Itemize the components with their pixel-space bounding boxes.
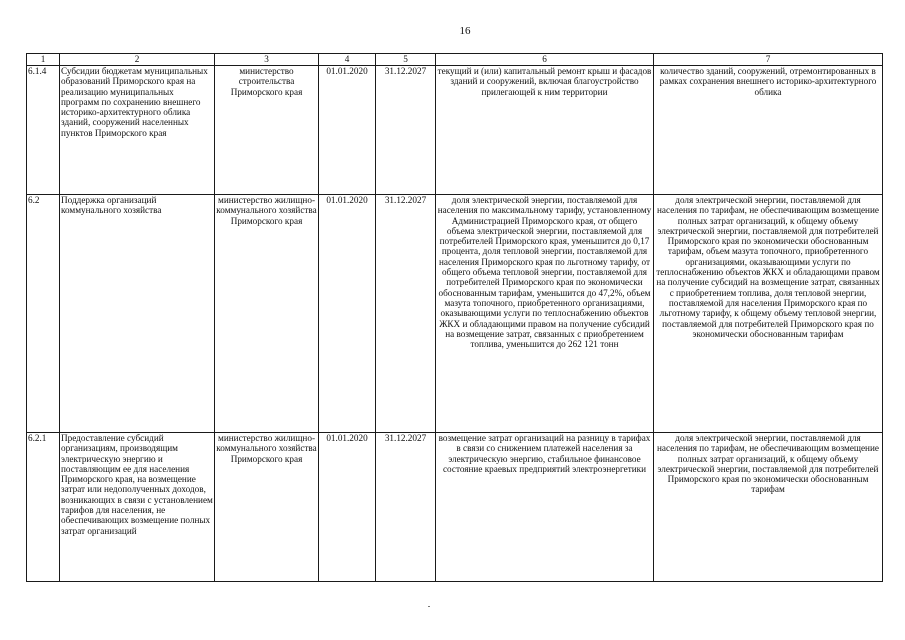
item-end-date: 31.12.2027 bbox=[376, 66, 436, 195]
item-end-date: 31.12.2027 bbox=[376, 433, 436, 582]
item-end-date: 31.12.2027 bbox=[376, 195, 436, 433]
item-number: 6.2 bbox=[27, 195, 60, 433]
item-indicator: доля электрической энергии, поставляемой для населения по тарифам, не обеспечивающим возмещение полных затрат организаций, к общему объему электрической энергии, поставляемой для потребителей Приморского края по экономически обоснованным тарифам, объем мазута топочного, приобретенного организациями, оказывающими услуги по теплоснабжению объектов ЖКХ и обладающими правом на получение субсидий на возмещение затрат, связанных с приобретением топлива, доля тепловой энергии, поставляемой для населения Приморского края по льготному тарифу, к общему объему тепловой энергии, поставляемой для потребителей Приморского края по экономически обоснованным тарифам bbox=[654, 195, 883, 433]
column-number: 4 bbox=[319, 54, 376, 66]
item-start-date: 01.01.2020 bbox=[319, 195, 376, 433]
item-executor: министерство жилищно-коммунального хозяйства Приморского края bbox=[215, 195, 319, 433]
item-expected-result: текущий и (или) капитальный ремонт крыш и фасадов зданий и сооружений, включая благоустройство прилегающей к ним территории bbox=[436, 66, 654, 195]
item-executor: министерство жилищно-коммунального хозяйства Приморского края bbox=[215, 433, 319, 582]
item-number: 6.2.1 bbox=[27, 433, 60, 582]
item-name: Субсидии бюджетам муниципальных образований Приморского края на реализацию муниципальных программ по сохранению внешнего историко-архитектурного облика зданий, сооружений населенных пунктов Приморского края bbox=[60, 66, 215, 195]
column-number: 3 bbox=[215, 54, 319, 66]
page-number: 16 bbox=[459, 25, 471, 37]
column-number: 5 bbox=[376, 54, 436, 66]
item-name: Предоставление субсидий организациям, производящим электрическую энергию и поставляющим ее для населения Приморского края, на возмещение затрат или недополученных доходов, возникающих в связи с установлением тарифов для населения, не обеспечивающих возмещение полных затрат организаций bbox=[60, 433, 215, 582]
item-indicator: доля электрической энергии, поставляемой для населения по тарифам, не обеспечивающим возмещение полных затрат организаций, к общему объему электрической энергии, поставляемой для потребителей Приморского края по экономически обоснованным тарифам bbox=[654, 433, 883, 582]
item-indicator: количество зданий, сооружений, отремонтированных в рамках сохранения внешнего историко-архитектурного облика bbox=[654, 66, 883, 195]
scan-speck bbox=[428, 606, 430, 607]
column-number: 7 bbox=[654, 54, 883, 66]
column-number: 2 bbox=[60, 54, 215, 66]
table-row bbox=[27, 66, 883, 195]
item-expected-result: доля электрической энергии, поставляемой для населения по максимальному тарифу, установленному Администрацией Приморского края, от общего объема электрической энергии, поставляемой для потребителей Приморского края, уменьшится до 0,17 процента, доля тепловой энергии, поставляемой для населения Приморского края по льготному тарифу, от общего объема тепловой энергии, поставляемой для потребителей Приморского края по экономически обоснованным тарифам, уменьшится до 47,2%, объем мазута топочного, приобретенного организациями, оказывающими услуги по теплоснабжению объектов ЖКХ и обладающими правом на получение субсидий на возмещение затрат, связанных с приобретением топлива, уменьшится до 262 121 тонн bbox=[436, 195, 654, 433]
item-name: Поддержка организаций коммунального хозяйства bbox=[60, 195, 215, 433]
column-number: 6 bbox=[436, 54, 654, 66]
column-number: 1 bbox=[27, 54, 60, 66]
item-executor: министерство строительства Приморского края bbox=[215, 66, 319, 195]
item-number: 6.1.4 bbox=[27, 66, 60, 195]
program-measures-table bbox=[26, 53, 883, 582]
item-expected-result: возмещение затрат организаций на разницу в тарифах в связи со снижением платежей населения за электрическую энергию, стабильное финансовое состояние краевых предприятий электроэнергетики bbox=[436, 433, 654, 582]
column-number-row bbox=[27, 54, 883, 66]
item-start-date: 01.01.2020 bbox=[319, 66, 376, 195]
table-row bbox=[27, 195, 883, 433]
table-row bbox=[27, 433, 883, 582]
item-start-date: 01.01.2020 bbox=[319, 433, 376, 582]
